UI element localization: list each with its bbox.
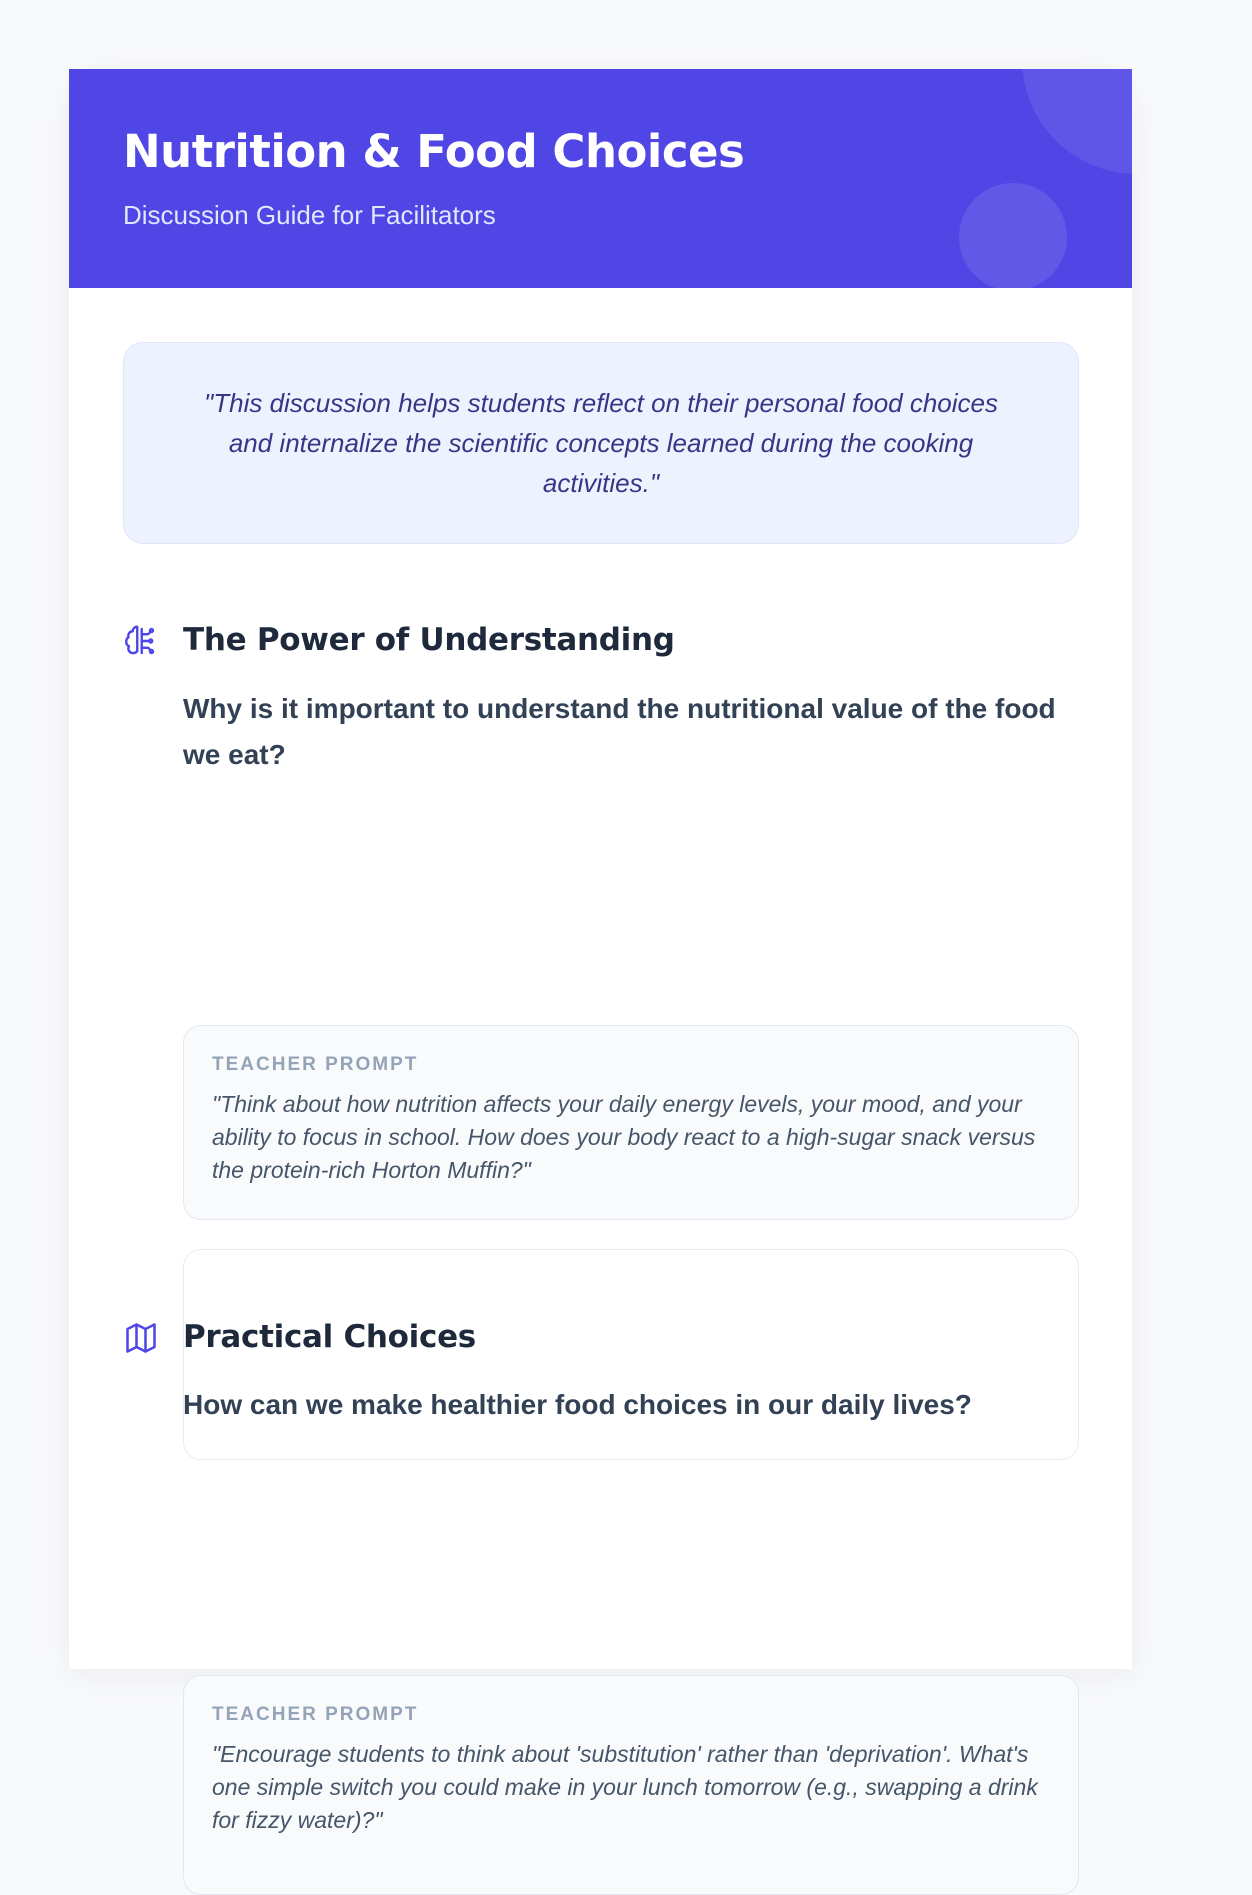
page-subtitle: Discussion Guide for Facilitators (123, 200, 496, 230)
teacher-prompt-label: TEACHER PROMPT (212, 1704, 419, 1725)
map-icon (123, 1319, 159, 1357)
guide-header (69, 69, 1132, 288)
page-title: Nutrition & Food Choices (123, 125, 745, 178)
teacher-prompt-text: "Encourage students to think about 'substitution' rather than 'deprivation'. What's one simple switch you could make in your lunch tomorrow (e.g., swapping a drink for fizzy water)?" (212, 1741, 1038, 1833)
teacher-prompt-box (183, 1675, 1079, 1895)
teacher-prompt-label: TEACHER PROMPT (212, 1054, 419, 1075)
intro-quote: "This discussion helps students reflect on their personal food choices and internalize the scientific concepts learned during the cooking activities." (204, 388, 998, 498)
decorative-circle-large (1022, 0, 1252, 174)
intro-quote-box (123, 342, 1079, 544)
section-title: The Power of Understanding (183, 622, 675, 658)
teacher-prompt-box (183, 1025, 1079, 1220)
discussion-question: Why is it important to understand the nutritional value of the food we eat? (183, 693, 1056, 770)
brain-icon (123, 622, 159, 660)
decorative-circle-small (959, 183, 1067, 291)
teacher-prompt-text: "Think about how nutrition affects your daily energy levels, your mood, and your ability to focus in school. How does your body react to a high-sugar snack versus the protein-rich Horton Muffin?" (212, 1091, 1036, 1183)
section-title: Practical Choices (183, 1319, 476, 1355)
discussion-question: How can we make healthier food choices in our daily lives? (183, 1389, 972, 1420)
discussion-guide-card (69, 69, 1132, 1833)
